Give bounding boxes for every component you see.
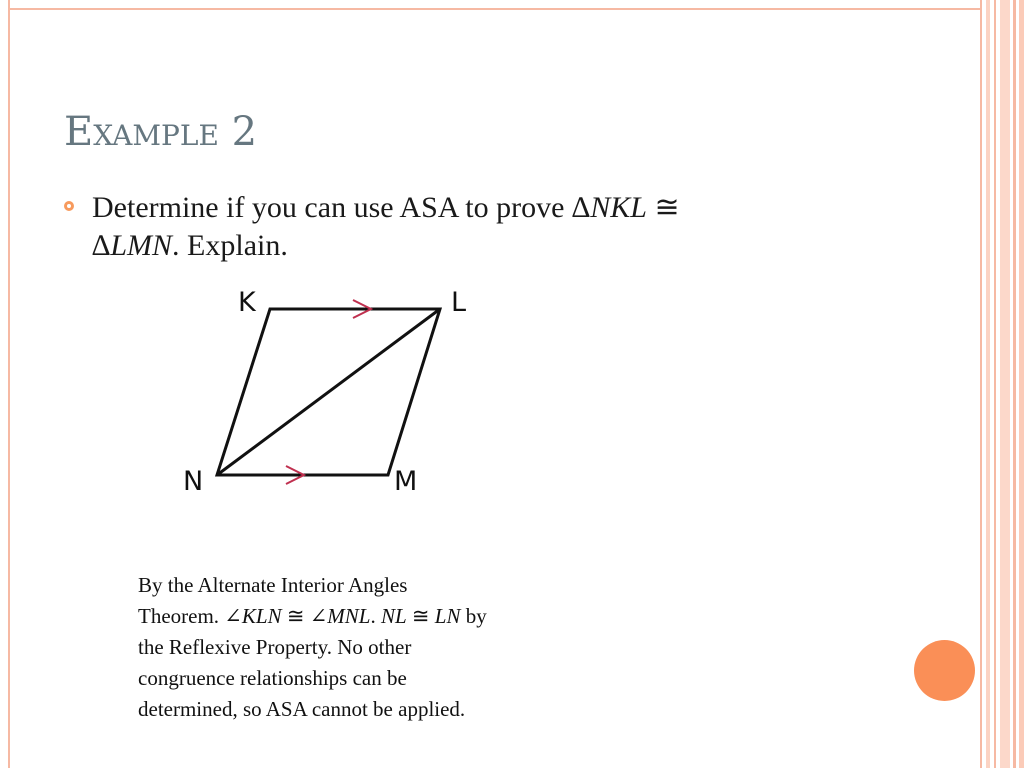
stripe bbox=[1000, 0, 1010, 768]
slide-title bbox=[64, 108, 257, 156]
question-end: . Explain. bbox=[172, 229, 288, 262]
decorative-circle bbox=[914, 640, 975, 701]
triangle-symbol: ∆ bbox=[571, 191, 591, 224]
explanation-line bbox=[138, 601, 618, 632]
stripe bbox=[986, 0, 990, 768]
vertex-label-m: M bbox=[394, 466, 418, 497]
vertex-label-k: K bbox=[238, 287, 256, 318]
explanation-line: determined, so ASA cannot be applied. bbox=[138, 697, 466, 721]
diagonal-nl bbox=[217, 309, 440, 475]
decorative-stripes bbox=[980, 0, 1024, 768]
vertex-label-l: L bbox=[451, 287, 467, 318]
slide-frame-top bbox=[8, 8, 980, 10]
congruent-symbol: ≅ bbox=[646, 191, 680, 224]
bullet-circle-icon bbox=[64, 201, 74, 211]
bullet-text bbox=[92, 189, 852, 265]
stripe bbox=[1013, 0, 1016, 768]
triangle-nkl: NKL bbox=[590, 191, 647, 224]
explanation-text-part: by bbox=[460, 604, 487, 628]
triangle-symbol: ∆ bbox=[92, 229, 111, 262]
vertex-label-n: N bbox=[183, 466, 204, 497]
congruent-symbol: ≅ bbox=[281, 604, 310, 628]
explanation-line: congruence relationships can be bbox=[138, 666, 407, 690]
stripe bbox=[1019, 0, 1024, 768]
segment-nl: NL bbox=[380, 604, 407, 628]
angle-kln: ∠KLN bbox=[224, 604, 282, 628]
stripe bbox=[994, 0, 996, 768]
explanation-text bbox=[138, 570, 618, 725]
slide-frame-left bbox=[8, 0, 10, 768]
stripe bbox=[980, 0, 982, 768]
explanation-line: By the Alternate Interior Angles bbox=[138, 573, 408, 597]
segment-ln: LN bbox=[434, 604, 461, 628]
congruent-symbol: ≅ bbox=[406, 604, 435, 628]
explanation-line: the Reflexive Property. No other bbox=[138, 635, 412, 659]
parallelogram-diagram bbox=[170, 280, 490, 500]
explanation-text-part: Theorem. bbox=[138, 604, 225, 628]
title-initial: E bbox=[64, 109, 94, 155]
triangle-lmn: LMN bbox=[110, 229, 173, 262]
angle-mnl: ∠MNL bbox=[309, 604, 371, 628]
explanation-text-part: . bbox=[370, 604, 381, 628]
question-text: Determine if you can use ASA to prove bbox=[92, 191, 572, 224]
title-rest: xample 2 bbox=[93, 109, 258, 155]
